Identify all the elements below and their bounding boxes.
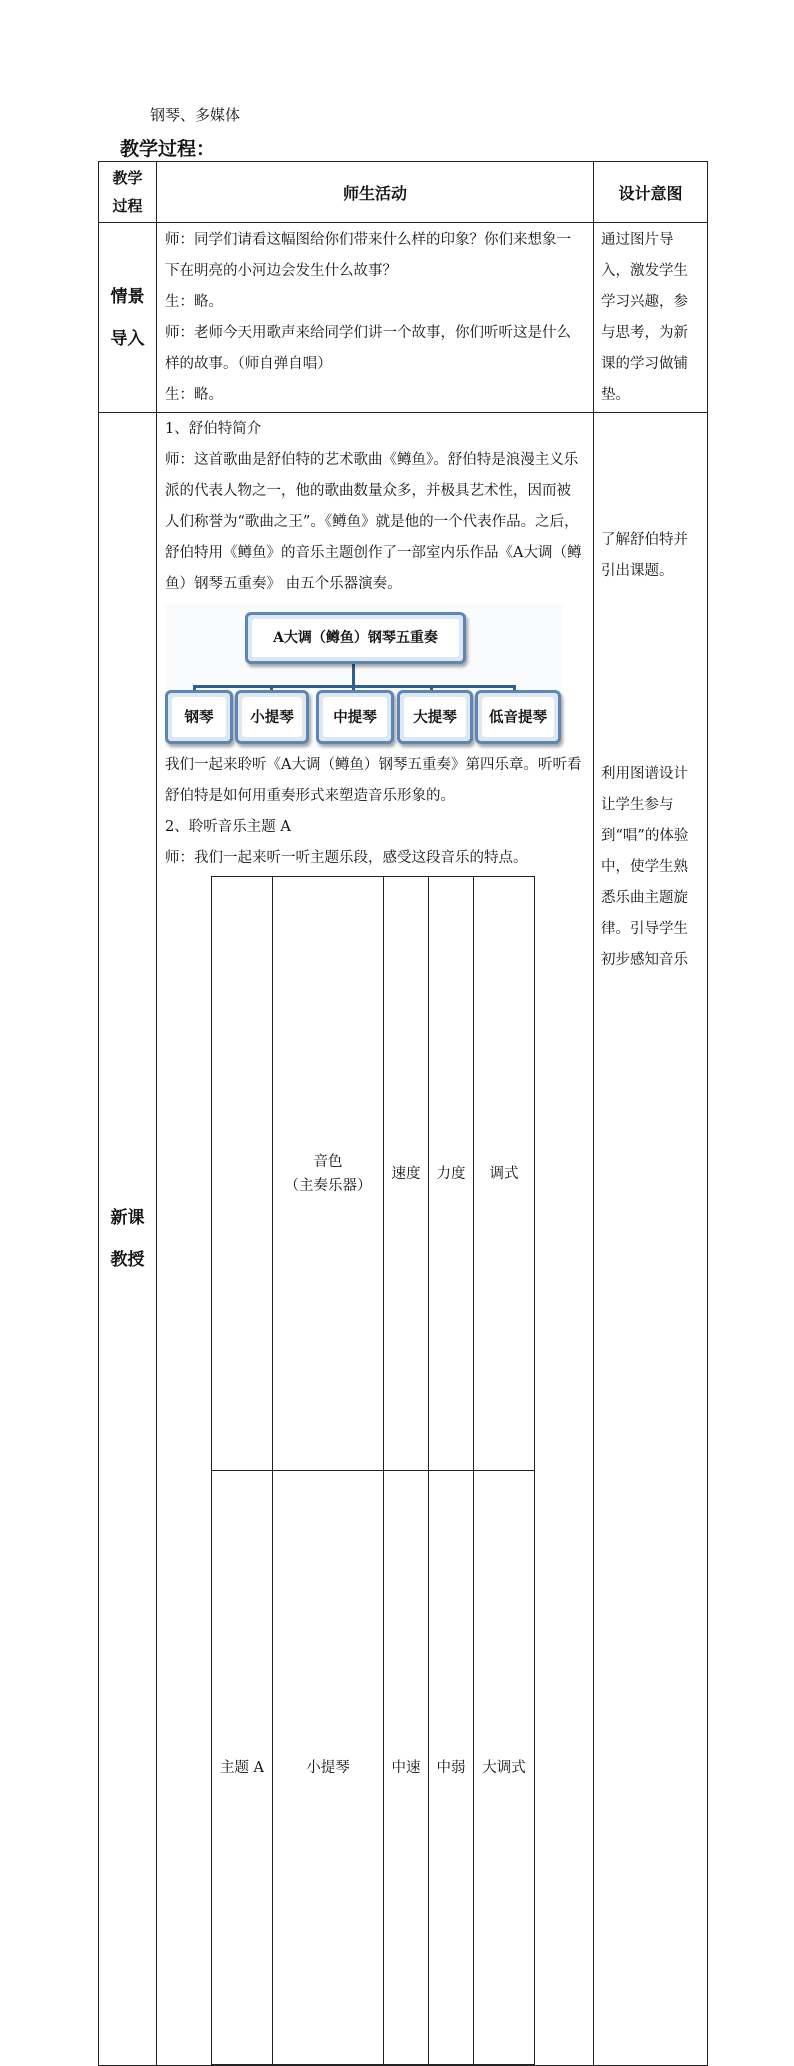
activity-paragraph: 师：同学们请看这幅图给你们带来什么样的印象？你们来想象一下在明亮的小河边会发生什么故事？ [165, 232, 571, 279]
diagram-node-piano [165, 690, 233, 744]
feature-cell: 中速 [384, 1471, 429, 2065]
diagram-node-double-bass [475, 690, 561, 744]
diagram-node-label: 大提琴 [404, 697, 466, 737]
stage-label-line: 教授 [110, 1250, 145, 1270]
diagram-node-label: 中提琴 [323, 697, 387, 737]
diagram-node-label: 小提琴 [242, 697, 302, 737]
stage-label-line: 新课 [110, 1208, 145, 1228]
feature-header-line: （主奏乐器） [284, 1177, 372, 1194]
intent-cell-intro [594, 223, 708, 413]
activity-cell-intro [157, 223, 594, 413]
feature-header-line: 音色 [313, 1153, 343, 1170]
header-intent: 设计意图 [594, 162, 708, 223]
header-stage [99, 162, 157, 223]
diagram-node-label: 钢琴 [172, 697, 226, 737]
intent-text: 利用图谱设计让学生参与到“唱”的体验中，使学生熟悉乐曲主题旋律。引导学生初步感知音乐 [601, 766, 689, 968]
table-header-row [99, 162, 708, 223]
activity-paragraph: 师：这首歌曲是舒伯特的艺术歌曲《鳟鱼》。舒伯特是浪漫主义乐派的代表人物之一，他的歌曲数量众多，并极具艺术性，因而被人们称誉为“歌曲之王”。《鳟鱼》就是他的一个代表作品。之后，舒伯特用《鳟鱼》的音乐主题创作了一部室内乐作品《A大调（鳟鱼）钢琴五重奏》 由五个乐器演奏。 [165, 452, 582, 592]
diagram-node-cello [397, 690, 473, 744]
diagram-node-viola [316, 690, 394, 744]
activity-paragraph: 2、聆听音乐主题 A [165, 819, 291, 835]
intent-text: 通过图片导入，激发学生学习兴趣，参与思考，为新课的学习做铺垫。 [601, 232, 688, 403]
stage-label-line: 导入 [110, 328, 145, 349]
activity-paragraph: 1、舒伯特简介 [165, 421, 262, 437]
quintet-instrument-diagram [165, 604, 563, 748]
feature-header-cell: 力度 [429, 877, 474, 1471]
feature-cell: 主题 A [212, 1471, 273, 2065]
activity-paragraph: 师：老师今天用歌声来给同学们讲一个故事，你们听听这是什么样的故事。（师自弹自唱） [165, 325, 571, 372]
connector-line [352, 662, 355, 686]
feature-header-timbre [273, 877, 384, 1471]
lesson-table [98, 161, 708, 2066]
diagram-root-label: A大调（鳟鱼）钢琴五重奏 [252, 619, 459, 657]
activity-paragraph: 我们一起来聆听《A大调（鳟鱼）钢琴五重奏》第四乐章。听听看舒伯特是如何用重奏形式来塑造音乐形象的。 [165, 757, 582, 804]
diagram-root-node [245, 612, 466, 664]
stage-cell-intro [99, 223, 157, 413]
intent-text: 了解舒伯特并引出课题。 [601, 532, 688, 579]
diagram-node-label: 低音提琴 [482, 697, 554, 737]
materials-line: 钢琴、多媒体 [150, 106, 241, 124]
feature-cell: 中弱 [429, 1471, 474, 2065]
feature-header-cell: 速度 [384, 877, 429, 1471]
header-stage-text: 教学过程 [112, 169, 143, 215]
header-activity: 师生活动 [157, 162, 594, 223]
theme-feature-table [211, 876, 535, 2065]
activity-paragraph: 生：略。 [165, 294, 223, 310]
feature-cell: 大调式 [474, 1471, 535, 2065]
feature-cell: 小提琴 [273, 1471, 384, 2065]
teaching-process-heading: 教学过程： [120, 138, 216, 160]
activity-paragraph: 师：我们一起来听一听主题乐段，感受这段音乐的特点。 [165, 850, 528, 866]
table-row [99, 413, 708, 2066]
feature-header-cell [212, 877, 273, 1471]
feature-table-header-row [212, 877, 535, 1471]
feature-header-cell: 调式 [474, 877, 535, 1471]
stage-label-line: 情景 [110, 286, 145, 307]
intent-cell-new-lesson [594, 413, 708, 2066]
diagram-node-violin [235, 690, 309, 744]
activity-cell-new-lesson [157, 413, 594, 2066]
stage-cell-new-lesson [99, 413, 157, 2066]
feature-table-row [212, 1471, 535, 2065]
table-row [99, 223, 708, 413]
activity-paragraph: 生：略。 [165, 387, 223, 403]
